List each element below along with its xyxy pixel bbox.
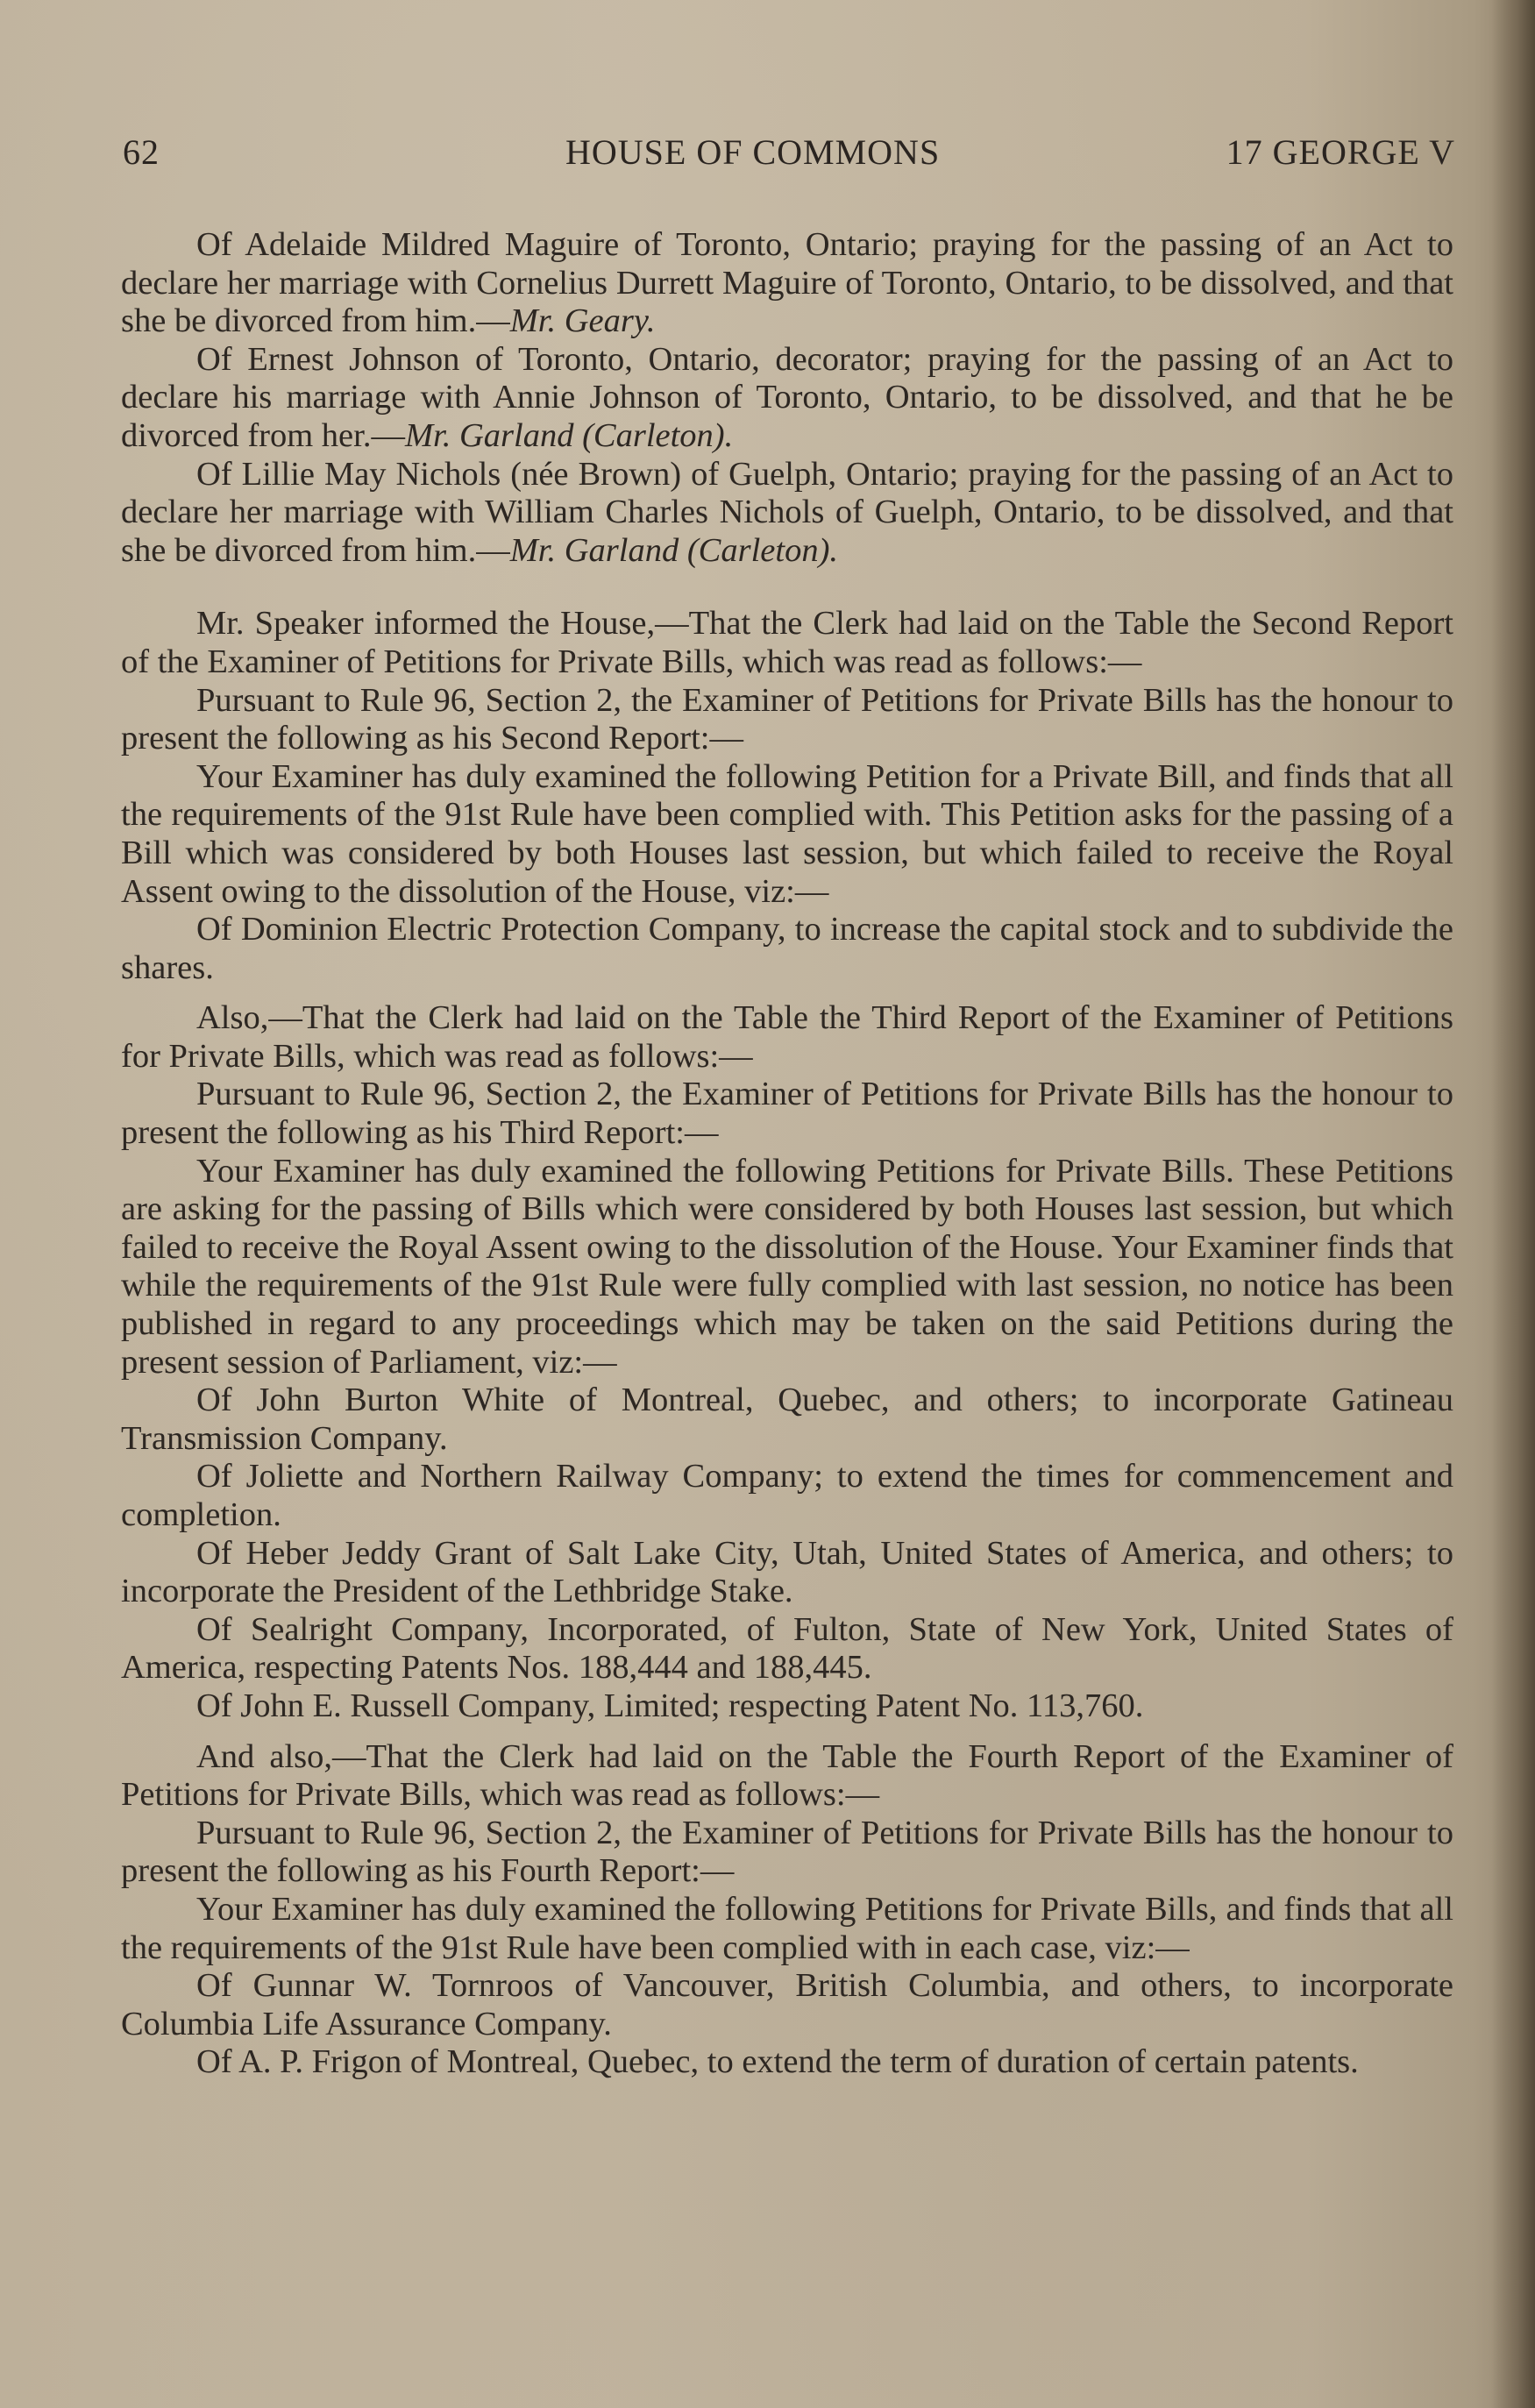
report-paragraph: Pursuant to Rule 96, Section 2, the Examiner of Petitions for Private Bills has the honour to present the following as his Second Report:— xyxy=(121,681,1453,757)
petition-item: Of Heber Jeddy Grant of Salt Lake City, Utah, United States of America, and others; to incorporate the President of the Lethbridge Stake. xyxy=(121,1534,1453,1610)
report-paragraph: Also,—That the Clerk had laid on the Table the Third Report of the Examiner of Petitions for Private Bills, which was read as follows:— xyxy=(121,999,1453,1075)
sponsor-name: Mr. Geary. xyxy=(509,302,656,340)
sponsor-name: Mr. Garland (Carleton). xyxy=(404,416,734,454)
page-number: 62 xyxy=(123,132,160,172)
section-gap xyxy=(121,1726,1453,1738)
report-paragraph: Mr. Speaker informed the House,—That the Clerk had laid on the Table the Second Report of the Examiner of Petitions for Private Bills, which was read as follows:— xyxy=(121,605,1453,680)
page-header xyxy=(123,131,1455,181)
petition-paragraph: Of Adelaide Mildred Maguire of Toronto, Ontario; praying for the passing of an Act to declare her marriage with Cornelius Durrett Maguire of Toronto, Ontario, to be dissolved, and that she be divorced from him.—Mr. Geary. xyxy=(121,226,1453,340)
report-paragraph: Your Examiner has duly examined the following Petitions for Private Bills. These Petitions are asking for the passing of Bills which were considered by both Houses last session, but which failed to receive the Royal Assent owing to the dissolution of the House. Your Examiner finds that while the requirements of the 91st Rule were fully complied with last session, no notice has been published in regard to any proceedings which may be taken on the said Petitions during the present session of Parliament, viz:— xyxy=(121,1152,1453,1381)
section-gap xyxy=(121,987,1453,999)
page-edge-shadow xyxy=(1491,0,1535,2408)
petition-paragraph: Of Ernest Johnson of Toronto, Ontario, decorator; praying for the passing of an Act to declare his marriage with Annie Johnson of Toronto, Ontario, to be dissolved, and that he be divorced from her.—Mr. Garland (Carleton). xyxy=(121,340,1453,454)
petition-paragraph: Of Lillie May Nichols (née Brown) of Guelph, Ontario; praying for the passing of an Act to declare her marriage with William Charles Nichols of Guelph, Ontario, to be dissolved, and that she be divorced from him.—Mr. Garland (Carleton). xyxy=(121,455,1453,569)
report-paragraph: Your Examiner has duly examined the following Petitions for Private Bills, and finds that all the requirements of the 91st Rule have been complied with in each case, viz:— xyxy=(121,1890,1453,1966)
petition-item: Of Joliette and Northern Railway Company; to extend the times for commencement and completion. xyxy=(121,1458,1453,1533)
report-paragraph: Pursuant to Rule 96, Section 2, the Examiner of Petitions for Private Bills has the honour to present the following as his Fourth Report:— xyxy=(121,1814,1453,1890)
petition-item: Of Sealright Company, Incorporated, of Fulton, State of New York, United States of America, respecting Patents Nos. 188,444 and 188,445. xyxy=(121,1610,1453,1687)
report-paragraph: Pursuant to Rule 96, Section 2, the Examiner of Petitions for Private Bills has the honour to present the following as his Third Report:— xyxy=(121,1076,1453,1152)
section-gap xyxy=(121,570,1453,605)
journal-body xyxy=(121,226,1453,2082)
petition-item: Of Gunnar W. Tornroos of Vancouver, British Columbia, and others, to incorporate Columbia Life Assurance Company. xyxy=(121,1967,1453,2042)
petition-item: Of John Burton White of Montreal, Quebec, and others; to incorporate Gatineau Transmission Company. xyxy=(121,1382,1453,1457)
petition-item: Of John E. Russell Company, Limited; respecting Patent No. 113,760. xyxy=(196,1687,1144,1724)
report-paragraph: And also,—That the Clerk had laid on the Table the Fourth Report of the Examiner of Petitions for Private Bills, which was read as follows:— xyxy=(121,1737,1453,1814)
sponsor-name: Mr. Garland (Carleton). xyxy=(509,531,839,569)
petition-item: Of Dominion Electric Protection Company, to increase the capital stock and to subdivide the shares. xyxy=(121,911,1453,986)
journal-title: HOUSE OF COMMONS xyxy=(565,132,941,172)
petition-item: Of A. P. Frigon of Montreal, Quebec, to extend the term of duration of certain patents. xyxy=(196,2043,1359,2081)
report-paragraph: Your Examiner has duly examined the following Petition for a Private Bill, and finds that all the requirements of the 91st Rule have been complied with. This Petition asks for the passing of a Bill which was considered by both Houses last session, but which failed to receive the Royal Assent owing to the dissolution of the House, viz:— xyxy=(121,757,1453,910)
session-label: 17 GEORGE V xyxy=(1226,132,1455,172)
